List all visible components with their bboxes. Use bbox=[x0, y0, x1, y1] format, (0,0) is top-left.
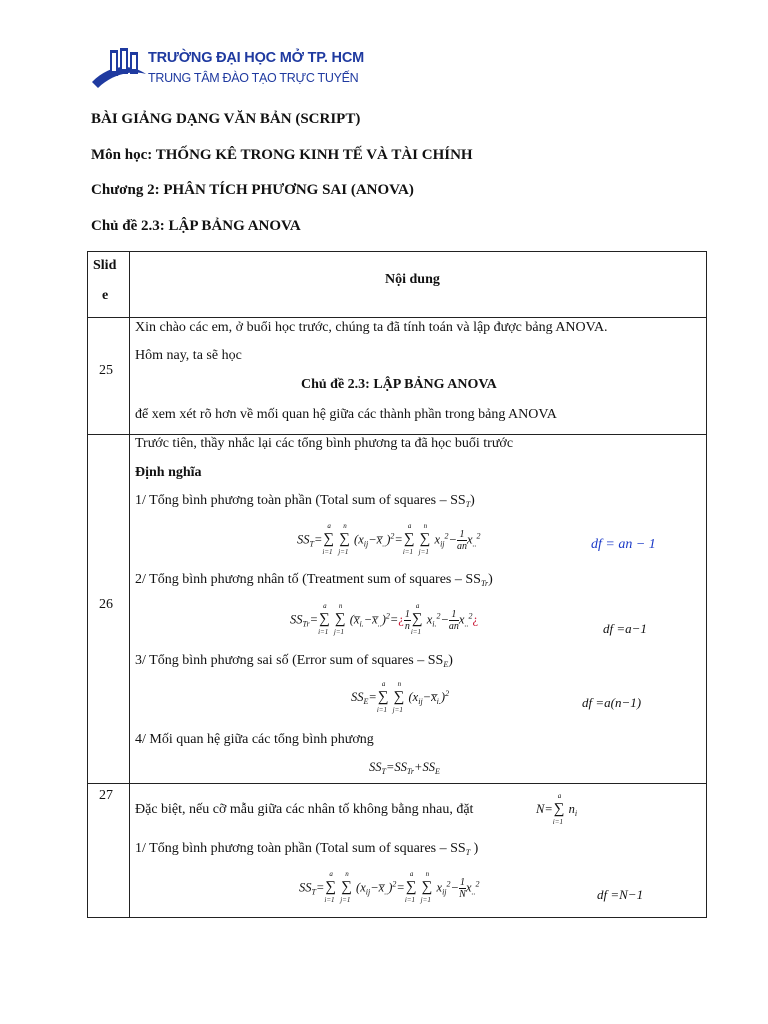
document-title: BÀI GIẢNG DẠNG VĂN BẢN (SCRIPT) bbox=[91, 111, 361, 127]
slide-number: 26 bbox=[99, 597, 113, 612]
logo-book-icon bbox=[88, 44, 148, 94]
formula-sst: $SS_T=\sum$ a i=1 ∑ n j=1 $(x_{ij}-x̅_{..})^2=\sum$ a i=1 ∑ n j=1 $x_{ij}^2-$ $\frac{1}{an}$ $x_{..}^2$ bbox=[297, 522, 481, 557]
slide-number: 25 bbox=[99, 363, 113, 378]
formula-relation: $SS_T=SS_{Tr}+SS_E$ bbox=[369, 760, 440, 776]
df-total: df = an − 1 bbox=[591, 537, 656, 552]
logo-subtitle: TRUNG TÂM ĐÀO TẠO TRỰC TUYẾN bbox=[148, 71, 359, 85]
row25-line2: Hôm nay, ta sẽ học bbox=[135, 348, 242, 363]
col-slide-header-cont: e bbox=[102, 288, 109, 303]
row25-line1: Xin chào các em, ở buổi học trước, chúng ta đã tính toán và lập được bảng ANOVA. bbox=[135, 320, 608, 335]
formula-sst-unequal: $SS_T=\sum$ a i=1 ∑ n j=1 $(x_{ij}-x̅_{..})^2=\sum$ a i=1 ∑ n j=1 $x_{ij}^2-$ $\frac{1}{N}$ $x_{..}^2$ bbox=[299, 870, 480, 905]
course-name: Môn học: THỐNG KÊ TRONG KINH TẾ VÀ TÀI CHÍNH bbox=[91, 147, 473, 163]
logo-title: TRƯỜNG ĐẠI HỌC MỞ TP. HCM bbox=[148, 50, 364, 66]
formula-sse: $SS_E=\sum$ a i=1 ∑ n j=1 $(x_{ij}-x̅_{i.})^2$ bbox=[351, 680, 450, 714]
topic-name: Chủ đề 2.3: LẬP BẢNG ANOVA bbox=[91, 218, 301, 234]
df-total-unequal: df =N−1 bbox=[597, 887, 644, 902]
col-slide-header: Slid bbox=[93, 258, 117, 273]
row26-item4: 4/ Mối quan hệ giữa các tổng bình phương bbox=[135, 732, 374, 747]
row26-item2: 2/ Tổng bình phương nhân tố (Treatment sum of squares – $SS_{Tr}$) bbox=[135, 572, 493, 588]
row26-item1: 1/ Tổng bình phương toàn phần (Total sum of squares – $SS_T$) bbox=[135, 493, 475, 509]
row27-item1: 1/ Tổng bình phương toàn phần (Total sum of squares – $SS_T$ ) bbox=[135, 841, 479, 857]
row26-item3: 3/ Tổng bình phương sai số (Error sum of squares – $SS_E$) bbox=[135, 653, 453, 669]
formula-N: N=∑ a i=1 $n_i$ bbox=[536, 792, 578, 826]
df-error: df =a(n−1) bbox=[582, 695, 642, 710]
chapter-name: Chương 2: PHÂN TÍCH PHƯƠNG SAI (ANOVA) bbox=[91, 182, 414, 198]
university-logo bbox=[88, 44, 364, 94]
row25-topic: Chủ đề 2.3: LẬP BẢNG ANOVA bbox=[301, 377, 497, 392]
col-content-header: Nội dung bbox=[385, 272, 440, 287]
df-treatment: df =a−1 bbox=[603, 621, 647, 636]
script-table bbox=[87, 251, 707, 918]
row27-line1: Đặc biệt, nếu cỡ mẫu giữa các nhân tố không bằng nhau, đặt bbox=[135, 802, 474, 817]
row26-definition: Định nghĩa bbox=[135, 465, 202, 480]
slide-number: 27 bbox=[99, 788, 113, 803]
row26-intro: Trước tiên, thầy nhắc lại các tổng bình phương ta đã học buổi trước bbox=[135, 436, 514, 451]
row25-line4: để xem xét rõ hơn về mối quan hệ giữa các thành phần trong bảng ANOVA bbox=[135, 407, 557, 422]
formula-sstr: $SS_{Tr}=\sum$ a i=1 ∑ n j=1 $(x̅_{i.}-x̅_{..})^2=¿$ $\frac{1}{n}$ ∑ a i=1 $x_{i.}^2-$ $\frac{1}{an}$ $x_{..}^2¿$ bbox=[290, 602, 479, 637]
